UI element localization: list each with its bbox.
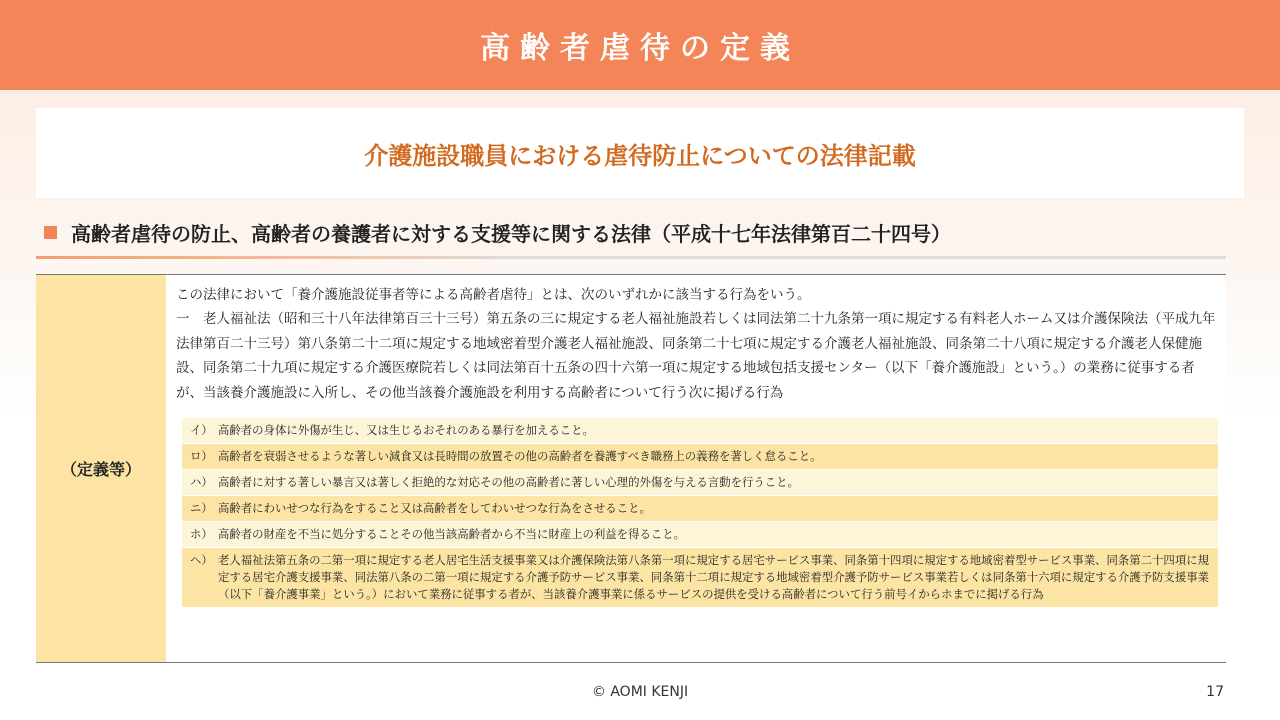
definition-table: [36, 274, 1226, 663]
list-item: [182, 470, 1218, 495]
title-bar: [0, 0, 1280, 90]
item-mark: ロ）: [190, 449, 213, 464]
item-text: 高齢者の財産を不当に処分することその他当該高齢者から不当に財産上の利益を得ること。: [218, 527, 686, 542]
law-heading: [44, 215, 951, 249]
definition-label-cell: [36, 275, 166, 662]
list-item: [182, 548, 1218, 607]
divider: [36, 256, 1226, 259]
definition-clause-one: 一 老人福祉法（昭和三十八年法律第百三十三号）第五条の三に規定する老人福祉施設若しくは同法第二十九条第一項に規定する有料老人ホーム又は介護保険法（平成九年法律第百二十三号）第八条第二十二項に規定する地域密着型介護老人福祉施設、同条第二十七項に規定する介護老人福祉施設、同条第二十八項に規定する介護老人保健施設、同条第二十九項に規定する介護医療院若しくは同法第百十五条の四十六第一項に規定する地域包括支援センター（以下「養介護施設」という。）の業務に従事する者が、当該養介護施設に入所し、その他当該養介護施設を利用する高齢者について行う次に掲げる行為: [176, 311, 1216, 401]
list-item: [182, 444, 1218, 469]
definition-body: [166, 275, 1226, 662]
item-mark: ニ）: [190, 501, 213, 516]
definition-intro: この法律において「養介護施設従事者等による高齢者虐待」とは、次のいずれかに該当する行為をいう。: [176, 287, 811, 303]
item-mark: イ）: [190, 423, 213, 438]
item-text: 老人福祉法第五条の二第一項に規定する老人居宅生活支援事業又は介護保険法第八条第一項に規定する居宅サービス事業、同条第十四項に規定する地域密着型サービス事業、同条第二十四項に規定する居宅介護支援事業、同法第八条の二第一項に規定する介護予防サービス事業、同条第十二項に規定する地域密着型介護予防サービス事業若しくは同条第十六項に規定する介護予防支援事業（以下「養介護事業」という。）において業務に従事する者が、当該養介護事業に係るサービスの提供を受ける高齢者について行う前号イからホまでに掲げる行為: [218, 553, 1209, 602]
item-mark: ハ）: [190, 475, 213, 490]
item-text: 高齢者にわいせつな行為をすること又は高齢者をしてわいせつな行為をさせること。: [218, 501, 651, 516]
page-number: 17: [1206, 684, 1224, 700]
footer: [0, 684, 1280, 708]
item-list: [182, 418, 1218, 607]
definition-label: （定義等）: [60, 460, 141, 479]
subtitle: 介護施設職員における虐待防止についての法律記載: [364, 141, 916, 170]
item-mark: ヘ）: [190, 553, 213, 568]
item-text: 高齢者の身体に外傷が生じ、又は生じるおそれのある暴行を加えること。: [218, 423, 594, 438]
list-item: [182, 418, 1218, 443]
item-text: 高齢者を衰弱させるような著しい減食又は長時間の放置その他の高齢者を養護すべき職務上の義務を著しく怠ること。: [218, 449, 822, 464]
item-text: 高齢者に対する著しい暴言又は著しく拒絶的な対応その他の高齢者に著しい心理的外傷を与える言動を行うこと。: [218, 475, 799, 490]
copyright: © AOMI KENJI: [591, 684, 689, 700]
subtitle-box: [36, 108, 1244, 198]
square-bullet-icon: [44, 226, 57, 239]
list-item: [182, 496, 1218, 521]
page-title: 高齢者虐待の定義: [480, 31, 800, 66]
law-title: 高齢者虐待の防止、高齢者の養護者に対する支援等に関する法律（平成十七年法律第百二十四号）: [71, 221, 951, 246]
item-mark: ホ）: [190, 527, 213, 542]
list-item: [182, 522, 1218, 547]
